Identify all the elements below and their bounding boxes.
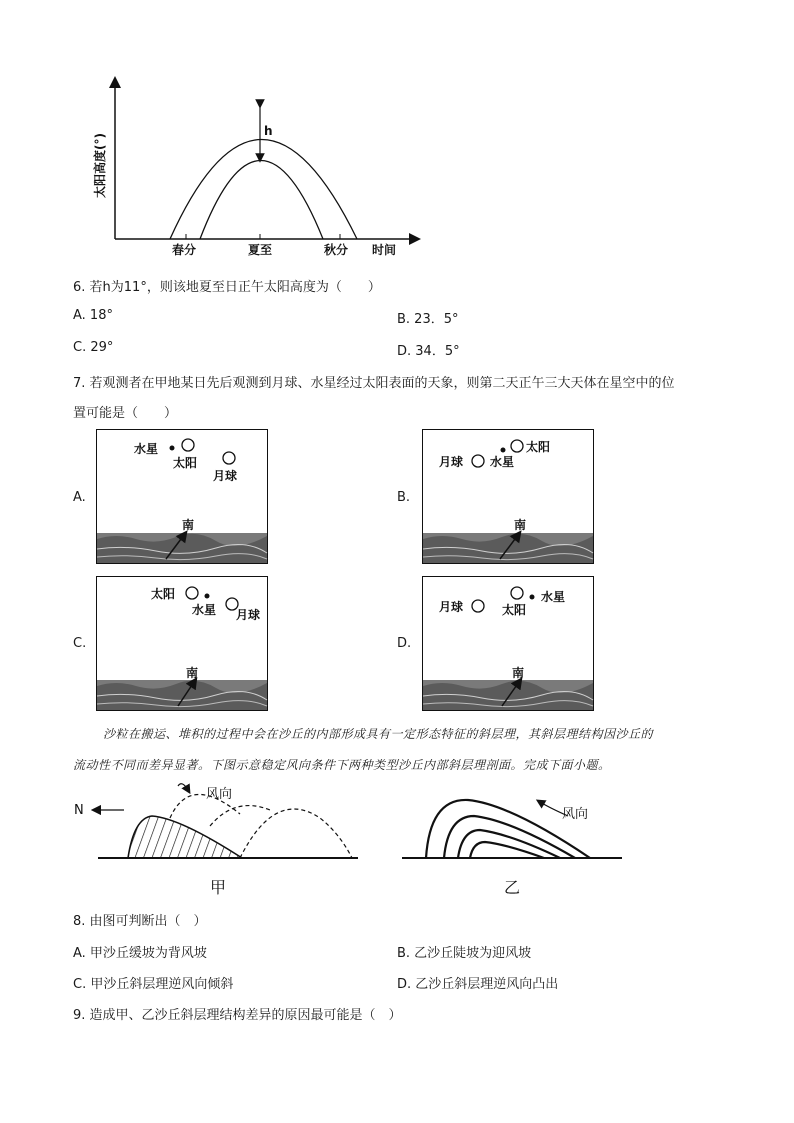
label-jia: 甲 [210,878,227,897]
q8-option-d[interactable]: D. 乙沙丘斜层理逆风向凸出 [397,977,559,992]
sun-circle [182,439,194,451]
moon-label: 月球 [236,608,261,622]
passage-line2: 流动性不同而差异显著。下图示意稳定风向条件下两种类型沙丘内部斜层理剖面。完成下面小题。 [73,758,611,772]
mercury-dot [530,595,535,600]
moon-circle [472,455,484,467]
lower-curve [200,161,323,240]
tick-summer: 夏至 [248,243,273,257]
south-label: 南 [514,518,527,532]
q8-option-c[interactable]: C. 甲沙丘斜层理逆风向倾斜 [73,977,234,992]
q7-panel-a[interactable] [96,429,268,564]
q8-option-b[interactable]: B. 乙沙丘陡坡为迎风坡 [397,946,532,961]
q7-label-c[interactable]: C. [73,636,87,651]
q6-option-d[interactable]: D. 34．5° [397,344,460,359]
q8-stem: 8. 由图可判断出（ ） [73,914,207,929]
label-yi: 乙 [504,878,521,897]
q6-option-c[interactable]: C. 29° [73,340,114,355]
south-label: 南 [182,518,195,532]
moon-label: 月球 [439,455,464,469]
q7-panel-d[interactable] [422,576,594,711]
mercury-label: 水星 [541,590,566,604]
q7-label-b[interactable]: B. [397,490,411,505]
jia-dune [128,816,242,858]
q7-stem-line1: 7. 若观测者在甲地某日先后观测到月球、水星经过太阳表面的天象，则第二天正午三大天体在星空中的位 [73,376,675,391]
sun-label: 太阳 [151,587,176,601]
q7-label-d[interactable]: D. [397,636,412,651]
q6-stem: 6. 若h为11°，则该地夏至日正午太阳高度为（ ） [73,280,381,295]
south-label: 南 [186,666,199,680]
h-label: h [264,124,273,138]
moon-label: 月球 [213,469,238,483]
solar-altitude-chart [70,70,430,265]
q6-option-a[interactable]: A. 18° [73,308,113,323]
q7-panel-c[interactable] [96,576,268,711]
mercury-dot [170,446,175,451]
q9-stem: 9. 造成甲、乙沙丘斜层理结构差异的原因最可能是（ ） [73,1008,402,1023]
q7-stem-line2: 置可能是（ ） [73,406,178,421]
q8-option-a[interactable]: A. 甲沙丘缓坡为背风坡 [73,946,207,961]
q6-option-b[interactable]: B. 23．5° [397,312,459,327]
x-axis-label: 时间 [372,243,397,257]
y-axis-label: 太阳高度(°) [93,133,107,198]
q7-label-a[interactable]: A. [73,490,86,505]
mercury-label: 水星 [134,442,159,456]
passage-line1: 沙粒在搬运、堆积的过程中会在沙丘的内部形成具有一定形态特征的斜层理，其斜层理结构因沙丘的 [103,727,654,741]
north-label: N [74,803,84,818]
mercury-dot [205,594,210,599]
wind-label-jia: 风向 [206,787,233,802]
moon-circle [223,452,235,464]
sun-label: 太阳 [173,456,198,470]
tick-spring: 春分 [172,243,197,257]
mercury-label: 水星 [490,455,515,469]
south-label: 南 [512,666,525,680]
moon-circle [472,600,484,612]
sun-circle [511,440,523,452]
q7-panel-b[interactable] [422,429,594,564]
moon-label: 月球 [439,600,464,614]
wind-label-yi: 风向 [562,807,589,822]
mercury-label: 水星 [192,603,217,617]
tick-autumn: 秋分 [324,243,349,257]
dune-cross-section-figure [70,778,630,900]
sun-label: 太阳 [526,440,551,454]
sun-circle [511,587,523,599]
sun-label: 太阳 [502,603,527,617]
mercury-dot [501,448,506,453]
sun-circle [186,587,198,599]
upper-curve [170,140,357,240]
